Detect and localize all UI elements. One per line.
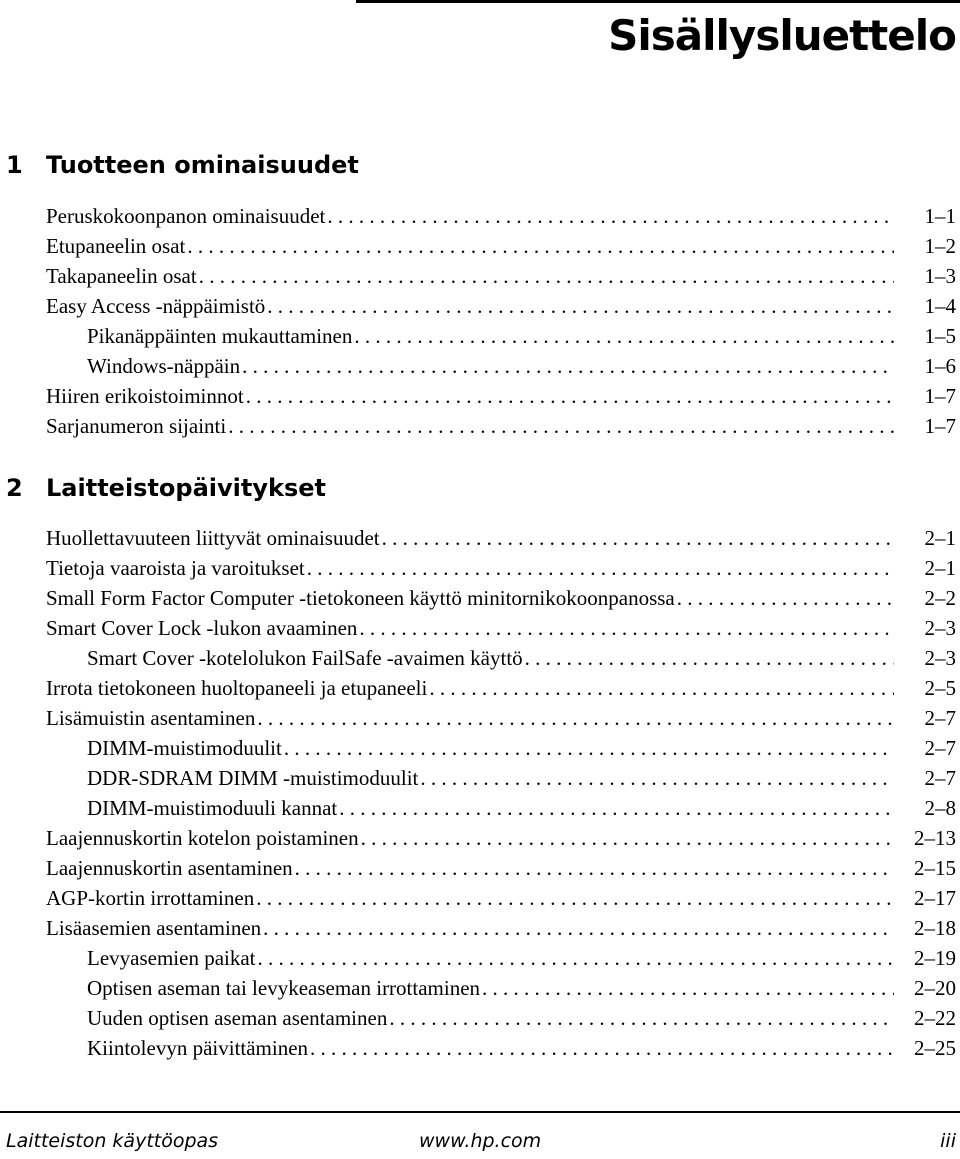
toc-entry-page: 2–13 xyxy=(914,826,956,850)
toc-entry-page: 2–3 xyxy=(924,646,956,670)
toc-entry[interactable] xyxy=(0,411,960,441)
toc-entry[interactable] xyxy=(0,973,960,1003)
dot-leader xyxy=(284,733,894,763)
toc-entry-title: DIMM-muistimoduuli kannat xyxy=(87,796,338,820)
toc-entry-page: 1–3 xyxy=(924,264,956,288)
toc-entry-title: Takapaneelin osat xyxy=(46,264,197,288)
toc-entry-page: 2–20 xyxy=(914,976,956,1000)
toc-entry-page: 2–19 xyxy=(914,946,956,970)
chapter-number: 1 xyxy=(6,151,23,179)
toc-entry-page: 2–18 xyxy=(914,916,956,940)
toc-entry-title: Irrota tietokoneen huoltopaneeli ja etupaneeli xyxy=(46,676,428,700)
dot-leader xyxy=(246,381,894,411)
toc-entry-title: Easy Access -näppäimistö xyxy=(46,294,266,318)
toc-entry-title: Sarjanumeron sijainti xyxy=(46,414,227,438)
chapter-heading xyxy=(6,473,326,503)
dot-leader xyxy=(382,523,894,553)
toc-entry[interactable] xyxy=(0,321,960,351)
toc-entry[interactable] xyxy=(0,1033,960,1063)
toc-entry-title: Laajennuskortin asentaminen xyxy=(46,856,293,880)
toc-entry-page: 2–5 xyxy=(924,676,956,700)
toc-entry[interactable] xyxy=(0,201,960,231)
toc-entry[interactable] xyxy=(0,853,960,883)
toc-entry-title: Etupaneelin osat xyxy=(46,234,186,258)
toc-entry[interactable] xyxy=(0,583,960,613)
toc-entry-page: 2–17 xyxy=(914,886,956,910)
dot-leader xyxy=(256,883,894,913)
toc-entry-page: 1–5 xyxy=(924,324,956,348)
toc-entry-page: 2–25 xyxy=(914,1036,956,1060)
toc-entry[interactable] xyxy=(0,381,960,411)
toc-entry-title: Levyasemien paikat xyxy=(87,946,256,970)
dot-leader xyxy=(420,763,894,793)
dot-leader xyxy=(295,853,894,883)
toc-entry-title: Smart Cover -kotelolukon FailSafe -avaimen käyttö xyxy=(87,646,523,670)
dot-leader xyxy=(359,613,894,643)
toc-entry-title: Lisäasemien asentaminen xyxy=(46,916,262,940)
toc-entry[interactable] xyxy=(0,943,960,973)
dot-leader xyxy=(310,1033,894,1063)
dot-leader xyxy=(339,793,894,823)
toc-entry-page: 2–2 xyxy=(924,586,956,610)
footer-rule xyxy=(0,1111,960,1113)
toc-list xyxy=(0,523,960,1063)
dot-leader xyxy=(258,943,894,973)
toc-entry-title: DDR-SDRAM DIMM -muistimoduulit xyxy=(87,766,419,790)
toc-entry-page: 2–22 xyxy=(914,1006,956,1030)
footer-manual-title: Laitteiston käyttöopas xyxy=(6,1130,219,1152)
dot-leader xyxy=(354,321,894,351)
toc-entry-page: 2–8 xyxy=(924,796,956,820)
toc-entry-page: 2–7 xyxy=(924,766,956,790)
toc-entry-title: Laajennuskortin kotelon poistaminen xyxy=(46,826,359,850)
toc-entry[interactable] xyxy=(0,823,960,853)
toc-entry-title: AGP-kortin irrottaminen xyxy=(46,886,255,910)
dot-leader xyxy=(187,231,894,261)
dot-leader xyxy=(677,583,894,613)
dot-leader xyxy=(267,291,894,321)
dot-leader xyxy=(389,1003,894,1033)
toc-entry[interactable] xyxy=(0,291,960,321)
toc-entry[interactable] xyxy=(0,703,960,733)
toc-entry-title: Small Form Factor Computer -tietokoneen käyttö minitornikokoonpanossa xyxy=(46,586,675,610)
toc-entry-page: 2–1 xyxy=(924,526,956,550)
dot-leader xyxy=(242,351,894,381)
toc-entry-page: 2–3 xyxy=(924,616,956,640)
toc-entry-title: Optisen aseman tai levykeaseman irrottaminen xyxy=(87,976,481,1000)
dot-leader xyxy=(327,201,894,231)
toc-entry-page: 2–7 xyxy=(924,706,956,730)
toc-entry[interactable] xyxy=(0,1003,960,1033)
toc-entry[interactable] xyxy=(0,523,960,553)
toc-entry-page: 1–1 xyxy=(924,204,956,228)
toc-list xyxy=(0,201,960,441)
dot-leader xyxy=(257,703,894,733)
toc-entry-title: Pikanäppäinten mukauttaminen xyxy=(87,324,353,348)
toc-entry[interactable] xyxy=(0,553,960,583)
toc-entry-title: Huollettavuuteen liittyvät ominaisuudet xyxy=(46,526,380,550)
toc-entry[interactable] xyxy=(0,793,960,823)
toc-entry-title: Hiiren erikoistoiminnot xyxy=(46,384,244,408)
dot-leader xyxy=(482,973,894,1003)
toc-entry-title: Lisämuistin asentaminen xyxy=(46,706,256,730)
toc-entry-page: 2–15 xyxy=(914,856,956,880)
toc-entry-title: Windows-näppäin xyxy=(87,354,241,378)
toc-entry-title: Smart Cover Lock -lukon avaaminen xyxy=(46,616,358,640)
toc-entry[interactable] xyxy=(0,883,960,913)
page-title: Sisällysluettelo xyxy=(608,11,956,60)
toc-entry-page: 1–2 xyxy=(924,234,956,258)
footer-page-number: iii xyxy=(940,1130,956,1152)
toc-entry[interactable] xyxy=(0,231,960,261)
dot-leader xyxy=(429,673,894,703)
chapter-number: 2 xyxy=(6,474,23,502)
dot-leader xyxy=(199,261,894,291)
toc-entry-title: Kiintolevyn päivittäminen xyxy=(87,1036,309,1060)
dot-leader xyxy=(228,411,894,441)
toc-entry[interactable] xyxy=(0,913,960,943)
toc-entry-page: 1–4 xyxy=(924,294,956,318)
dot-leader xyxy=(361,823,894,853)
chapter-title: Tuotteen ominaisuudet xyxy=(46,151,359,179)
toc-entry-title: Peruskokoonpanon ominaisuudet xyxy=(46,204,326,228)
toc-entry[interactable] xyxy=(0,261,960,291)
toc-entry-page: 1–7 xyxy=(924,414,956,438)
toc-entry-page: 1–7 xyxy=(924,384,956,408)
toc-entry[interactable] xyxy=(0,351,960,381)
toc-entry[interactable] xyxy=(0,763,960,793)
chapter-title: Laitteistopäivitykset xyxy=(46,474,326,502)
toc-entry-title: Tietoja vaaroista ja varoitukset xyxy=(46,556,305,580)
dot-leader xyxy=(263,913,894,943)
chapter-heading xyxy=(6,150,359,180)
dot-leader xyxy=(307,553,894,583)
toc-entry-page: 2–7 xyxy=(924,736,956,760)
toc-entry-page: 1–6 xyxy=(924,354,956,378)
toc-entry-title: Uuden optisen aseman asentaminen xyxy=(87,1006,388,1030)
toc-entry[interactable] xyxy=(0,673,960,703)
top-rule xyxy=(356,0,960,3)
toc-entry[interactable] xyxy=(0,613,960,643)
toc-entry-page: 2–1 xyxy=(924,556,956,580)
footer-website-link[interactable]: www.hp.com xyxy=(419,1130,542,1152)
toc-entry[interactable] xyxy=(0,643,960,673)
toc-entry[interactable] xyxy=(0,733,960,763)
dot-leader xyxy=(525,643,894,673)
toc-entry-title: DIMM-muistimoduulit xyxy=(87,736,282,760)
